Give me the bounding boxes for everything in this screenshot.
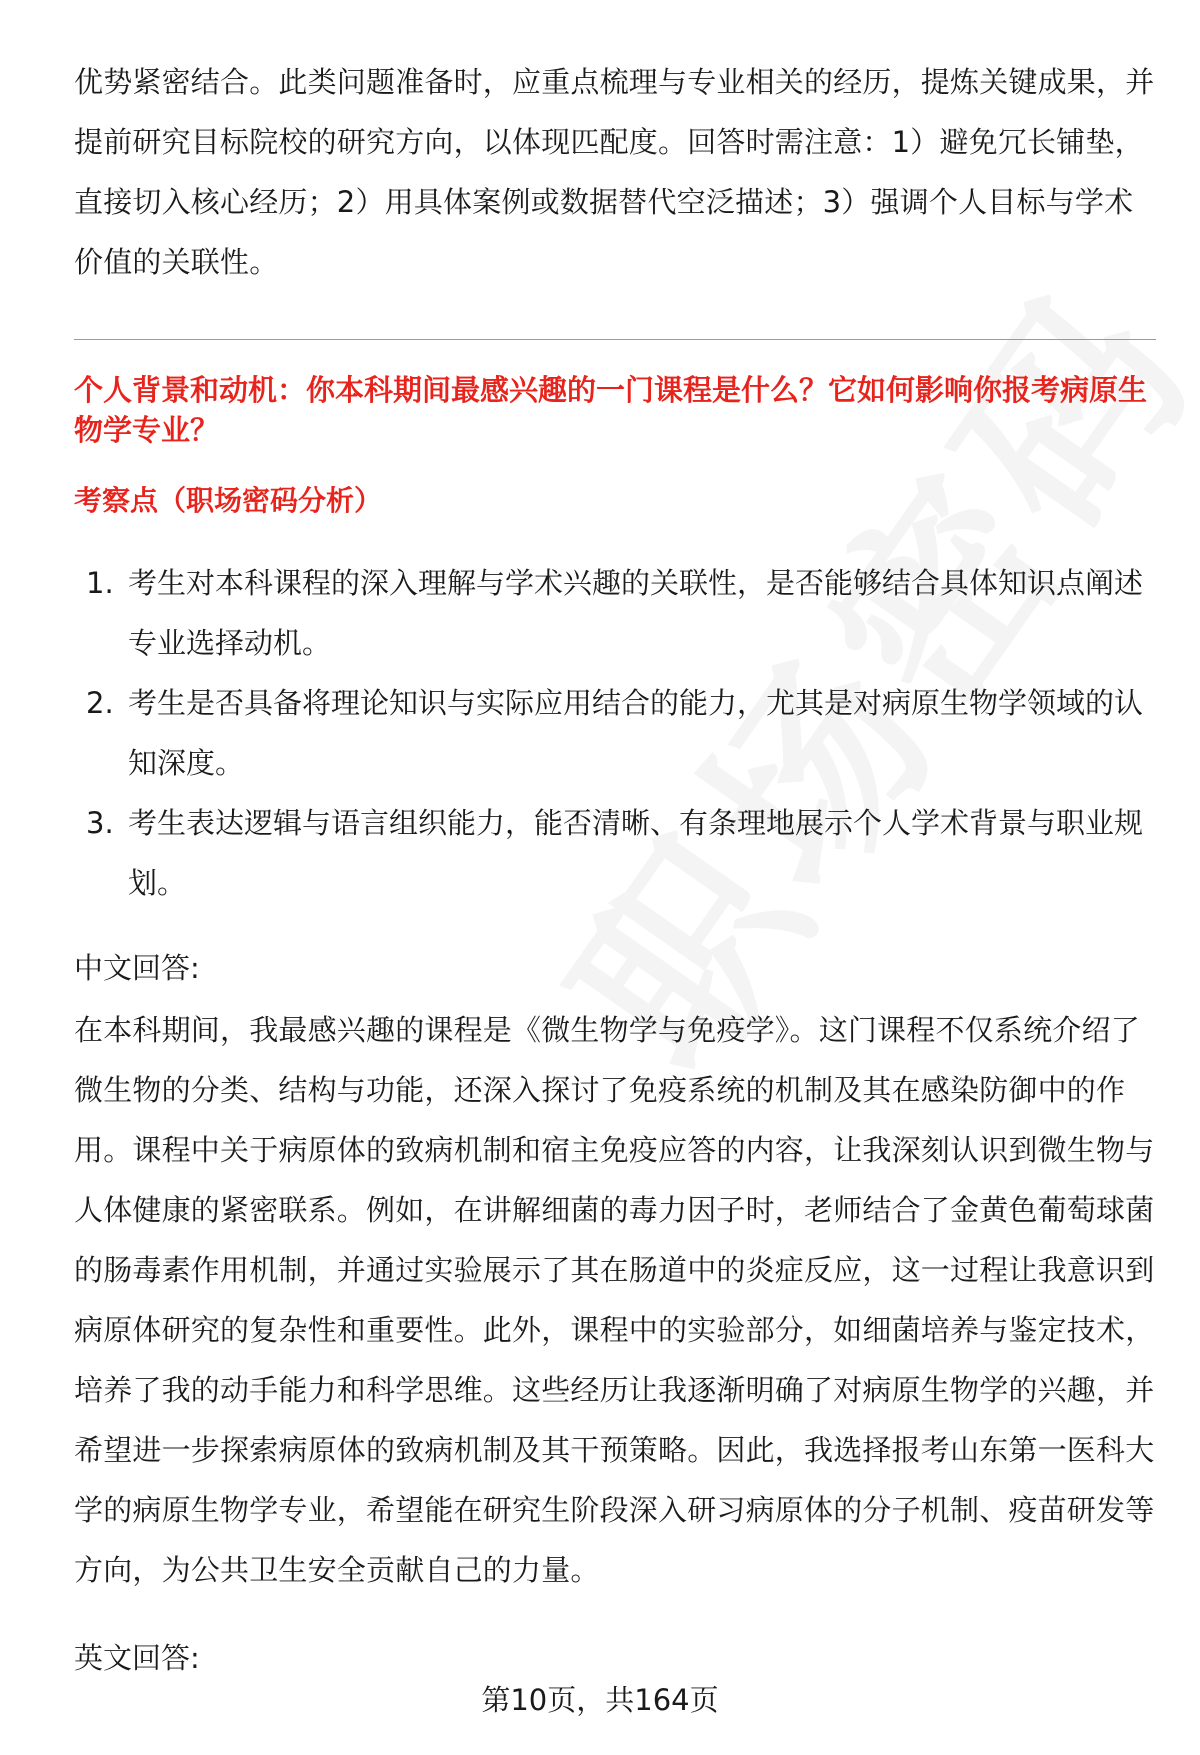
assessment-points-list: [74, 553, 1156, 913]
point-number: 3.: [86, 806, 114, 840]
point-text: 考生表达逻辑与语言组织能力，能否清晰、有条理地展示个人学术背景与职业规划。: [128, 806, 1144, 900]
page-footer: [0, 1675, 1200, 1725]
intro-paragraph: 优势紧密结合。此类问题准备时，应重点梳理与专业相关的经历，提炼关键成果，并提前研究目标院校的研究方向，以体现匹配度。回答时需注意：1）避免冗长铺垫，直接切入核心经历；2）用具体案例或数据替代空泛描述；3）强调个人目标与学术价值的关联性。: [74, 65, 1155, 279]
point-number: 2.: [86, 686, 114, 720]
assessment-subheading: 考察点（职场密码分析）: [74, 484, 383, 517]
assessment-point: [74, 553, 1156, 673]
assessment-point: [74, 673, 1156, 793]
english-answer-label: 英文回答:: [74, 1641, 200, 1675]
chinese-answer-paragraph: 在本科期间，我最感兴趣的课程是《微生物学与免疫学》。这门课程不仅系统介绍了微生物的分类、结构与功能，还深入探讨了免疫系统的机制及其在感染防御中的作用。课程中关于病原体的致病机制和宿主免疫应答的内容，让我深刻认识到微生物与人体健康的紧密联系。例如，在讲解细菌的毒力因子时，老师结合了金黄色葡萄球菌的肠毒素作用机制，并通过实验展示了其在肠道中的炎症反应，这一过程让我意识到病原体研究的复杂性和重要性。此外，课程中的实验部分，如细菌培养与鉴定技术，培养了我的动手能力和科学思维。这些经历让我逐渐明确了对病原生物学的兴趣，并希望进一步探索病原体的致病机制及其干预策略。因此，我选择报考山东第一医科大学的病原生物学专业，希望能在研究生阶段深入研习病原体的分子机制、疫苗研发等方向，为公共卫生安全贡献自己的力量。: [74, 1013, 1155, 1587]
question-title: 个人背景和动机：你本科期间最感兴趣的一门课程是什么？它如何影响你报考病原生物学专业？: [74, 373, 1148, 447]
point-number: 1.: [86, 566, 114, 600]
page-number: 第10页，共164页: [481, 1683, 719, 1717]
section-divider: [74, 339, 1156, 340]
intro-section: [74, 52, 1156, 292]
assessment-point: [74, 793, 1156, 913]
chinese-answer-section: [74, 1000, 1156, 1600]
point-text: 考生是否具备将理论知识与实际应用结合的能力，尤其是对病原生物学领域的认知深度。: [128, 686, 1144, 780]
point-text: 考生对本科课程的深入理解与学术兴趣的关联性，是否能够结合具体知识点阐述专业选择动机。: [128, 566, 1144, 660]
chinese-answer-label: 中文回答:: [74, 951, 200, 985]
